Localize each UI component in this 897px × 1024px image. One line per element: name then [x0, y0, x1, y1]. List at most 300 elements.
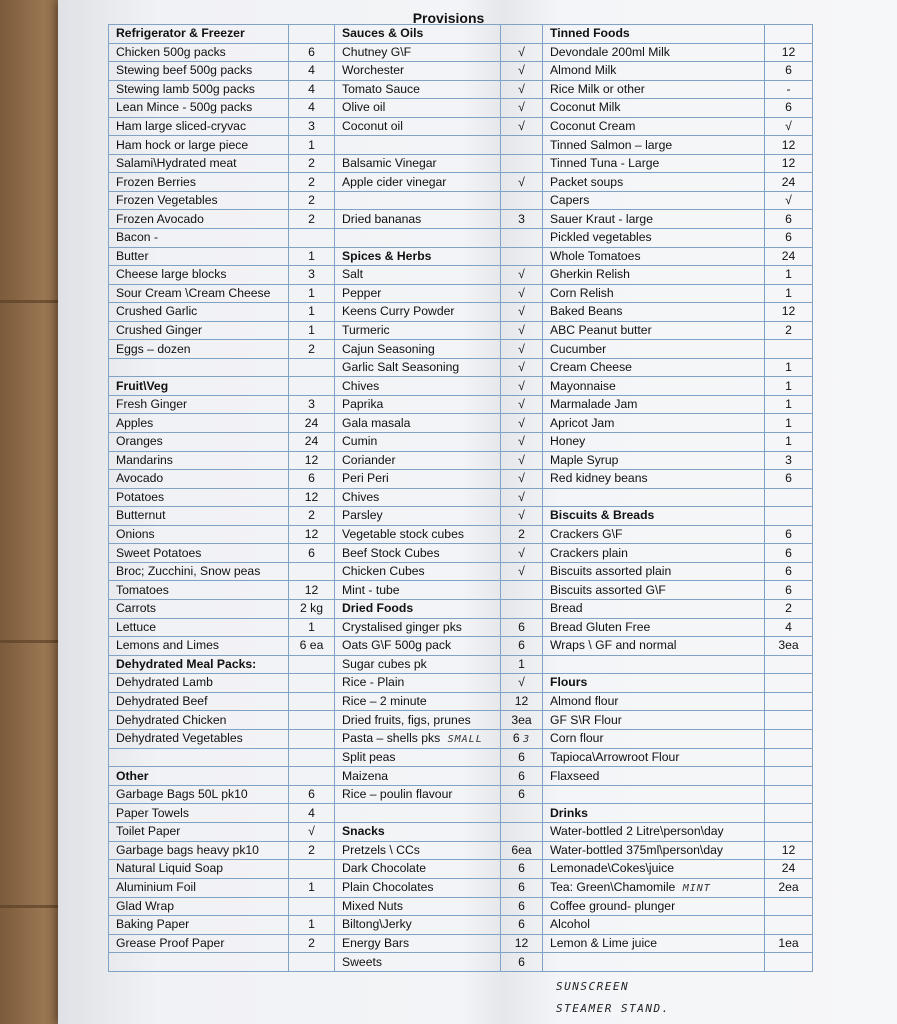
- quantity-value: √: [518, 174, 525, 189]
- quantity-cell: [289, 525, 335, 544]
- quantity-cell: [501, 897, 543, 916]
- quantity-cell: [289, 229, 335, 248]
- item-cell: [109, 191, 289, 210]
- item-name: Onions: [116, 527, 155, 542]
- item-cell: [335, 43, 501, 62]
- quantity-value: √: [518, 119, 525, 133]
- section-heading: [109, 25, 289, 44]
- quantity-value: 6: [785, 63, 792, 78]
- item-name: Almond flour: [550, 693, 619, 708]
- quantity-value: 6: [308, 44, 315, 59]
- item-name: Gherkin Relish: [550, 267, 630, 282]
- quantity-cell: [501, 934, 543, 953]
- table-row: [109, 711, 813, 730]
- quantity-value: 4: [308, 63, 315, 78]
- quantity-value: 12: [514, 693, 529, 708]
- item-cell: [543, 767, 765, 786]
- item-name: Dried fruits, figs, prunes: [342, 712, 471, 727]
- item-name: Rice Milk or other: [550, 81, 645, 96]
- quantity-cell: [289, 154, 335, 173]
- table-row: [109, 804, 813, 823]
- quantity-cell: [289, 80, 335, 99]
- quantity-cell: [765, 321, 813, 340]
- table-row: [109, 599, 813, 618]
- item-name: Garbage bags heavy pk10: [116, 842, 259, 857]
- quantity-cell: [289, 860, 335, 879]
- quantity-cell: [765, 470, 813, 489]
- quantity-value: 1: [518, 656, 525, 671]
- quantity-value: 6: [518, 880, 525, 895]
- item-cell: [335, 674, 501, 693]
- quantity-value: 2: [308, 156, 315, 171]
- table-row: [109, 507, 813, 526]
- item-cell: [335, 748, 501, 767]
- item-cell: [543, 878, 765, 897]
- quantity-cell: [289, 618, 335, 637]
- item-cell: [543, 822, 765, 841]
- quantity-cell: [501, 210, 543, 229]
- table-row: [109, 953, 813, 972]
- item-cell: [109, 433, 289, 452]
- item-name: Mint - tube: [342, 582, 400, 597]
- quantity-cell: [765, 99, 813, 118]
- item-cell: [109, 934, 289, 953]
- quantity-cell: [765, 581, 813, 600]
- quantity-value: 2: [308, 935, 315, 950]
- item-name: Gala masala: [342, 415, 411, 430]
- item-name: Vegetable stock cubes: [342, 527, 464, 542]
- quantity-value: 4: [308, 100, 315, 115]
- quantity-value: 2ea: [778, 880, 799, 895]
- item-cell: [335, 470, 501, 489]
- item-name: Dehydrated Vegetables: [116, 731, 243, 746]
- quantity-value: 6: [518, 917, 525, 932]
- quantity-cell: [765, 210, 813, 229]
- quantity-cell: [501, 748, 543, 767]
- quantity-value: 2: [308, 842, 315, 857]
- item-name: Broc; Zucchini, Snow peas: [116, 564, 261, 579]
- quantity-value: 6: [518, 954, 525, 969]
- item-name: Corn Relish: [550, 285, 614, 300]
- quantity-value: 24: [781, 248, 796, 263]
- quantity-cell: [289, 284, 335, 303]
- quantity-cell: [501, 507, 543, 526]
- item-name: Bacon -: [116, 230, 159, 245]
- quantity-cell: [289, 173, 335, 192]
- item-cell: [543, 729, 765, 748]
- item-cell: [335, 860, 501, 879]
- quantity-value: 2: [308, 508, 315, 523]
- item-cell: [335, 340, 501, 359]
- item-name: Frozen Vegetables: [116, 193, 218, 208]
- item-name: Apples: [116, 415, 154, 430]
- item-cell: [109, 507, 289, 526]
- quantity-value: 3ea: [778, 638, 799, 653]
- item-cell: [109, 358, 289, 377]
- item-cell: [335, 154, 501, 173]
- item-name: Rice - Plain: [342, 675, 405, 690]
- handwritten-note: SUNSCREEN: [556, 980, 630, 993]
- quantity-cell: [501, 953, 543, 972]
- item-cell: [543, 321, 765, 340]
- quantity-value: 1: [785, 378, 792, 393]
- quantity-value: 1: [785, 360, 792, 375]
- table-row: [109, 618, 813, 637]
- quantity-value: 24: [781, 861, 796, 876]
- quantity-cell: [765, 897, 813, 916]
- quantity-value: 12: [304, 527, 319, 542]
- item-cell: [335, 414, 501, 433]
- item-name: Chives: [342, 378, 380, 393]
- item-name: Fresh Ginger: [116, 397, 188, 412]
- quantity-value: √: [518, 564, 525, 579]
- item-cell: [109, 210, 289, 229]
- item-name: Ham large sliced-cryvac: [116, 119, 247, 133]
- item-name: Marmalade Jam: [550, 397, 638, 412]
- item-name: Crushed Ginger: [116, 323, 203, 338]
- item-name: Apple cider vinegar: [342, 174, 447, 189]
- quantity-cell: [289, 433, 335, 452]
- quantity-cell: [501, 99, 543, 118]
- item-name: Coconut Cream: [550, 119, 636, 133]
- quantity-cell: [501, 247, 543, 266]
- item-name: Salt: [342, 267, 364, 282]
- item-name: Ham hock or large piece: [116, 137, 249, 152]
- item-cell: [109, 340, 289, 359]
- quantity-cell: [765, 229, 813, 248]
- quantity-cell: [765, 173, 813, 192]
- quantity-cell: [289, 488, 335, 507]
- item-name: Mandarins: [116, 452, 173, 467]
- quantity-cell: [501, 804, 543, 823]
- item-cell: [335, 841, 501, 860]
- item-name: Spices & Herbs: [342, 248, 432, 263]
- item-name: Lettuce: [116, 619, 156, 634]
- item-cell: [543, 934, 765, 953]
- item-name: Drinks: [550, 805, 588, 820]
- item-name: Lean Mince - 500g packs: [116, 100, 253, 115]
- quantity-cell: [765, 785, 813, 804]
- quantity-cell: [765, 599, 813, 618]
- item-cell: [109, 711, 289, 730]
- item-cell: [543, 303, 765, 322]
- quantity-cell: [289, 507, 335, 526]
- table-row: [109, 729, 813, 748]
- item-cell: [109, 953, 289, 972]
- quantity-cell: [501, 25, 543, 44]
- quantity-value: 6: [785, 582, 792, 597]
- item-cell: [543, 916, 765, 935]
- item-name: Sweets: [342, 954, 382, 969]
- quantity-cell: [501, 562, 543, 581]
- quantity-value: 12: [304, 489, 319, 504]
- quantity-cell: [501, 822, 543, 841]
- provisions-rows: [109, 25, 813, 972]
- quantity-cell: [501, 173, 543, 192]
- item-name: Butternut: [116, 508, 166, 523]
- item-cell: [109, 173, 289, 192]
- quantity-value: 2: [308, 193, 315, 208]
- item-name: Maple Syrup: [550, 452, 619, 467]
- item-name: Parsley: [342, 508, 383, 523]
- item-name: Baked Beans: [550, 304, 623, 319]
- item-cell: [335, 637, 501, 656]
- quantity-cell: [501, 266, 543, 285]
- quantity-cell: [289, 897, 335, 916]
- item-cell: [109, 395, 289, 414]
- quantity-cell: [501, 395, 543, 414]
- item-cell: [543, 414, 765, 433]
- quantity-cell: [289, 804, 335, 823]
- item-name: Cucumber: [550, 341, 607, 356]
- quantity-cell: [765, 692, 813, 711]
- quantity-value: 2: [518, 527, 525, 542]
- item-name: Fruit\Veg: [116, 378, 169, 393]
- table-row: [109, 43, 813, 62]
- item-name: Tea: Green\Chamomile: [550, 879, 676, 894]
- quantity-cell: [289, 340, 335, 359]
- section-heading: [335, 822, 501, 841]
- item-cell: [543, 562, 765, 581]
- quantity-value: 12: [781, 156, 796, 171]
- quantity-cell: [501, 229, 543, 248]
- section-heading: [335, 247, 501, 266]
- section-heading: [335, 599, 501, 618]
- table-row: [109, 525, 813, 544]
- table-row: [109, 934, 813, 953]
- table-row: [109, 470, 813, 489]
- quantity-cell: [289, 43, 335, 62]
- quantity-value: √: [518, 452, 525, 467]
- item-name: Potatoes: [116, 489, 165, 504]
- quantity-cell: [501, 470, 543, 489]
- provisions-table: [108, 24, 813, 972]
- item-cell: [543, 154, 765, 173]
- quantity-value: √: [518, 323, 525, 338]
- table-row: [109, 191, 813, 210]
- section-heading: [109, 767, 289, 786]
- quantity-cell: [765, 637, 813, 656]
- section-heading: [543, 507, 765, 526]
- item-name: Tomato Sauce: [342, 81, 420, 96]
- item-cell: [335, 136, 501, 155]
- item-cell: [543, 358, 765, 377]
- item-cell: [543, 229, 765, 248]
- item-cell: [543, 525, 765, 544]
- quantity-value: 1: [308, 323, 315, 338]
- table-row: [109, 767, 813, 786]
- quantity-value: √: [518, 397, 525, 412]
- item-cell: [335, 785, 501, 804]
- item-cell: [335, 767, 501, 786]
- table-row: [109, 897, 813, 916]
- quantity-value: 24: [781, 174, 796, 189]
- quantity-cell: [765, 340, 813, 359]
- item-cell: [543, 191, 765, 210]
- quantity-value: √: [518, 44, 525, 59]
- item-name: Keens Curry Powder: [342, 304, 455, 319]
- table-row: [109, 414, 813, 433]
- item-name: Lemon & Lime juice: [550, 935, 658, 950]
- item-name: Sauer Kraut - large: [550, 211, 653, 226]
- item-name: Glad Wrap: [116, 898, 175, 913]
- quantity-value: 24: [304, 415, 319, 430]
- quantity-value: 1: [308, 619, 315, 634]
- quantity-value: 24: [304, 434, 319, 449]
- item-cell: [335, 229, 501, 248]
- item-cell: [335, 395, 501, 414]
- table-row: [109, 25, 813, 44]
- quantity-cell: [501, 488, 543, 507]
- table-row: [109, 785, 813, 804]
- quantity-cell: [501, 80, 543, 99]
- item-name: Pasta – shells pks: [342, 730, 441, 745]
- item-cell: [543, 544, 765, 563]
- table-row: [109, 488, 813, 507]
- item-cell: [109, 43, 289, 62]
- section-heading: [109, 655, 289, 674]
- quantity-value: 3ea: [511, 712, 532, 727]
- item-name: Dehydrated Chicken: [116, 712, 227, 727]
- quantity-cell: [501, 154, 543, 173]
- item-name: Apricot Jam: [550, 415, 615, 430]
- quantity-cell: [289, 358, 335, 377]
- section-heading: [109, 377, 289, 396]
- quantity-cell: [289, 99, 335, 118]
- item-name: Toilet Paper: [116, 824, 181, 839]
- quantity-cell: [289, 916, 335, 935]
- item-name: Tinned Foods: [550, 26, 630, 41]
- item-name: Cajun Seasoning: [342, 341, 435, 356]
- quantity-value: 2: [785, 323, 792, 338]
- quantity-value: 4: [785, 619, 792, 634]
- item-cell: [109, 729, 289, 748]
- quantity-cell: [765, 711, 813, 730]
- quantity-cell: [765, 878, 813, 897]
- quantity-value: 6: [518, 638, 525, 653]
- item-name: Tinned Tuna - Large: [550, 156, 660, 171]
- item-cell: [335, 729, 501, 748]
- quantity-value: 6: [518, 898, 525, 913]
- item-name: Sauces & Oils: [342, 26, 424, 41]
- item-cell: [335, 544, 501, 563]
- quantity-cell: [289, 470, 335, 489]
- quantity-value: 6: [785, 545, 792, 560]
- item-name: Crackers plain: [550, 545, 628, 560]
- table-row: [109, 154, 813, 173]
- item-cell: [543, 80, 765, 99]
- item-name: Baking Paper: [116, 917, 190, 932]
- item-cell: [335, 934, 501, 953]
- item-cell: [109, 916, 289, 935]
- table-row: [109, 340, 813, 359]
- quantity-cell: [289, 655, 335, 674]
- item-cell: [109, 748, 289, 767]
- quantity-value: √: [518, 675, 525, 690]
- item-cell: [109, 804, 289, 823]
- quantity-value: 6: [518, 619, 525, 634]
- quantity-cell: [765, 377, 813, 396]
- item-cell: [109, 247, 289, 266]
- item-cell: [543, 785, 765, 804]
- item-name: Capers: [550, 193, 590, 208]
- item-cell: [109, 618, 289, 637]
- quantity-cell: [501, 860, 543, 879]
- item-cell: [335, 953, 501, 972]
- quantity-cell: [765, 934, 813, 953]
- quantity-value: 12: [304, 582, 319, 597]
- quantity-value: 3: [518, 211, 525, 226]
- quantity-value: 12: [514, 935, 529, 950]
- quantity-cell: [765, 544, 813, 563]
- quantity-cell: [289, 25, 335, 44]
- item-name: Frozen Avocado: [116, 211, 204, 226]
- item-name: Garbage Bags 50L pk10: [116, 787, 248, 802]
- item-cell: [109, 80, 289, 99]
- item-cell: [335, 804, 501, 823]
- section-heading: [543, 674, 765, 693]
- quantity-value: √: [785, 119, 792, 133]
- item-cell: [543, 599, 765, 618]
- quantity-cell: [765, 767, 813, 786]
- quantity-cell: [289, 841, 335, 860]
- quantity-cell: [765, 136, 813, 155]
- item-cell: [335, 358, 501, 377]
- quantity-cell: [765, 414, 813, 433]
- quantity-cell: [501, 674, 543, 693]
- table-row: [109, 377, 813, 396]
- quantity-cell: [765, 562, 813, 581]
- quantity-cell: [765, 841, 813, 860]
- table-row: [109, 303, 813, 322]
- table-row: [109, 860, 813, 879]
- quantity-value: 2: [785, 601, 792, 616]
- quantity-value: √: [785, 193, 792, 208]
- item-name: Salami\Hydrated meat: [116, 156, 237, 171]
- item-cell: [109, 860, 289, 879]
- quantity-value: √: [518, 341, 525, 356]
- quantity-cell: [289, 247, 335, 266]
- quantity-cell: [289, 599, 335, 618]
- item-name: Olive oil: [342, 100, 386, 115]
- quantity-cell: [289, 934, 335, 953]
- quantity-value: 1: [308, 880, 315, 895]
- item-name: Red kidney beans: [550, 471, 648, 486]
- item-cell: [109, 136, 289, 155]
- table-row: [109, 117, 813, 136]
- quantity-cell: [289, 692, 335, 711]
- item-name: Maizena: [342, 768, 389, 783]
- item-name: Balsamic Vinegar: [342, 156, 437, 171]
- quantity-cell: [501, 358, 543, 377]
- item-name: Water-bottled 375ml\person\day: [550, 842, 723, 857]
- item-name: Aluminium Foil: [116, 880, 196, 895]
- quantity-cell: [289, 711, 335, 730]
- item-name: Turmeric: [342, 323, 390, 338]
- quantity-cell: [289, 377, 335, 396]
- item-cell: [109, 99, 289, 118]
- quantity-cell: [501, 729, 543, 748]
- item-name: Beef Stock Cubes: [342, 545, 440, 560]
- quantity-cell: [289, 581, 335, 600]
- item-name: Oats G\F 500g pack: [342, 638, 452, 653]
- quantity-value: 2: [308, 211, 315, 226]
- item-name: Sweet Potatoes: [116, 545, 202, 560]
- item-name: Flaxseed: [550, 768, 600, 783]
- item-name: Chicken 500g packs: [116, 44, 226, 59]
- quantity-cell: [765, 655, 813, 674]
- quantity-cell: [765, 674, 813, 693]
